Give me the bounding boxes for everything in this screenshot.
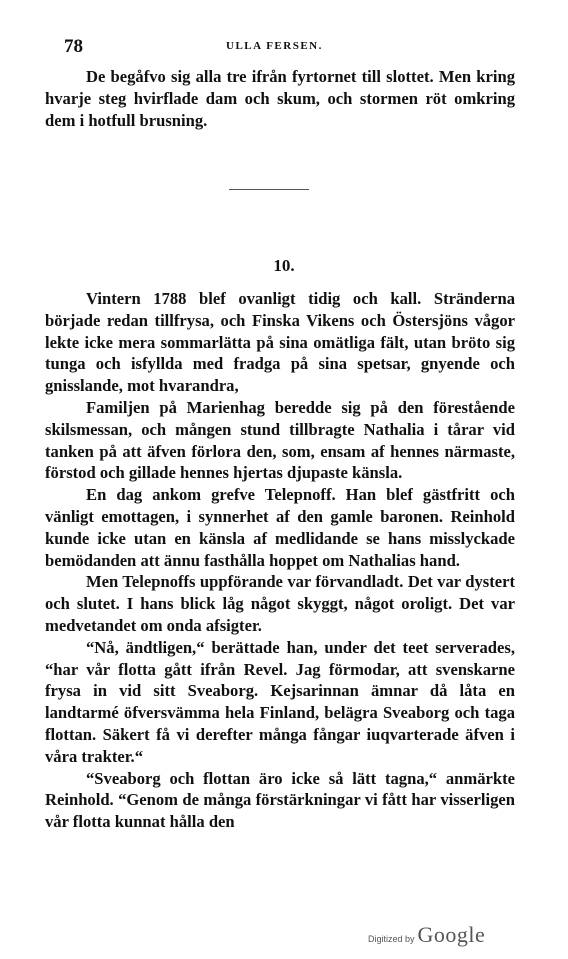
google-logo-text: Google [417,922,486,947]
paragraph: “Nå, ändtligen,“ berättade han, under det teet serverades, “har vår flotta gått ifrån Revel. Jag förmodar, att svenskarne frysa in vid sitt Sveaborg. Kejsarinnan ämnar då låta en landtarmé öfversvämma hela Finland, belägra Sveaborg och taga flottan. Säkert få vi derefter många fångar iuqvarterade äfven i våra trakter.“ [45,637,515,766]
paragraph: Familjen på Marienhag beredde sig på den förestående skilsmessan, och mången stund tillbragte Nathalia i tårar vid tanken på att äfven förlora den, som, ensam af hennes närmaste, förstod och gillade hennes hjertas djupaste känsla. [45,397,515,483]
page-number: 78 [64,36,83,57]
paragraph: “Sveaborg och flottan äro icke så lätt tagna,“ anmärkte Reinhold. “Genom de många förstärkningar vi fått har visserligen vår flotta kunnat hålla den [45,768,515,832]
paragraph: De begåfvo sig alla tre ifrån fyrtornet till slottet. Men kring hvarje steg hvirflade dam och skum, och stormen röt omkring dem i hotfull brusning. [45,67,515,130]
running-head: ULLA FERSEN. [226,40,323,52]
paragraph: Vintern 1788 blef ovanligt tidig och kall. Stränderna började redan tillfrysa, och Finska Vikens och Östersjöns vågor lekte icke mera sommarlätta på sina omätliga fält, utan bröto sig tunga och isfyllda med fradga på sina spetsar, gnyende och gnisslande, mot hvarandra, [45,289,515,396]
chapter-text-block [45,288,515,833]
intro-text-block [45,66,515,131]
watermark-prefix: Digitized by [368,934,415,944]
paragraph: Men Telepnoffs uppförande var förvandladt. Det var dystert och slutet. I hans blick låg något skyggt, något oroligt. Det var medvetandet om onda afsigter. [45,572,515,635]
digitized-by-google-watermark [368,922,485,946]
section-divider [229,189,309,190]
chapter-number: 10. [273,256,295,275]
paragraph: En dag ankom grefve Telepnoff. Han blef gästfritt och vänligt emottagen, i synnerhet af den gamle baronen. Reinhold kunde icke utan en känsla af medlidande se hans misslyckade bemödanden att ännu fasthålla hoppet om Nathalias hand. [45,485,515,570]
page-header [64,36,514,58]
